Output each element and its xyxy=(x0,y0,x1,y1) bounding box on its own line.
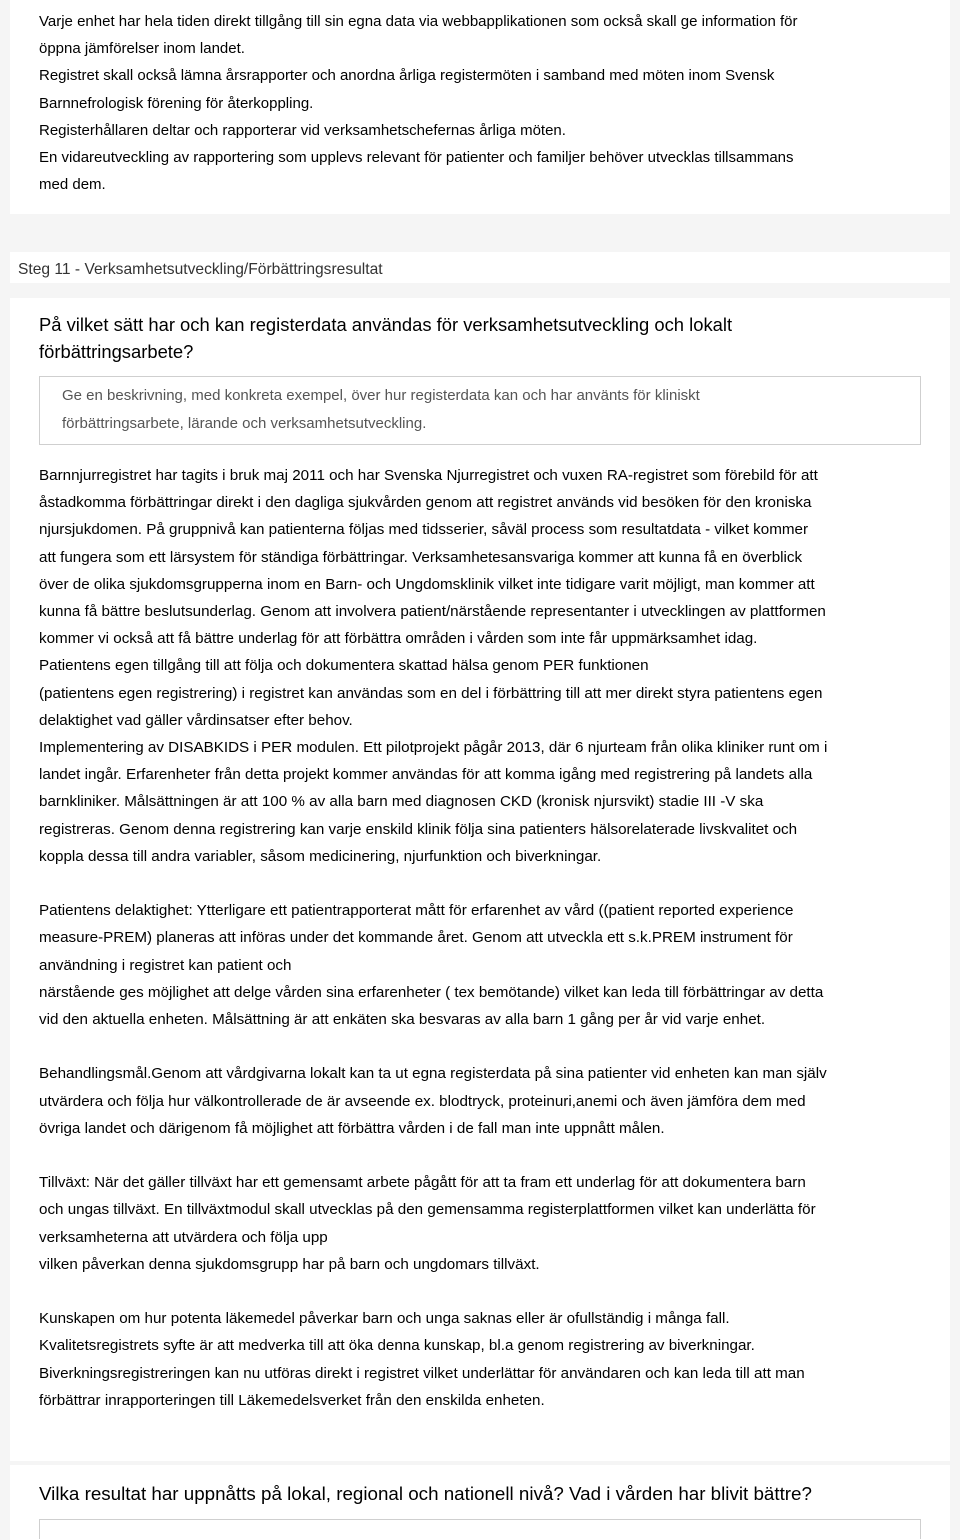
previous-answer-text: Varje enhet har hela tiden direkt tillgång till sin egna data via webbapplikationen som också skall ge information för öppna jämförelser inom landet. Registret skall också lämna årsrapporter och anordna årliga registermöten i samband med möten inom Svensk Barnnefrologisk förening för återkoppling. Registerhållaren deltar och rapporterar vid verksamhetschefernas årliga möten. En vidareutveckling av rapportering som upplevs relevant för patienter och familjer behöver utvecklas tillsammans med dem. xyxy=(39,13,798,194)
question-card xyxy=(10,298,950,1461)
hint-text: Ge en beskrivning, med konkreta exempel, över hur registerdata kan och har använts för kliniskt förbättringsarbete, lärande och verksamhetsutveckling. xyxy=(62,387,700,432)
previous-answer-card xyxy=(10,0,950,214)
next-hint-box xyxy=(39,1519,921,1539)
question-title: På vilket sätt har och kan registerdata användas för verksamhetsutveckling och lokalt förbättringsarbete? xyxy=(39,314,733,362)
answer-paragraph: Tillväxt: När det gäller tillväxt har ett gemensamt arbete pågått för att ta fram ett underlag för att dokumentera barn och ungas tillväxt. En tillväxtmodul skall utvecklas på den gemensamma registerplattformen vilket kan underlätta för verksamheterna att utvärdera och följa upp vilken påverkan denna sjukdomsgrupp har på barn och ungdomars tillväxt. xyxy=(39,1174,816,1273)
answer-paragraph: Behandlingsmål.Genom att vårdgivarna lokalt kan ta ut egna registerdata på sina patienter vid enheten kan man själv utvärdera och följa hur välkontrollerade de är avseende ex. blodtryck, proteinuri,anemi och även jämföra dem med övriga landet och därigenom få möjlighet att förbättra vården i de fall man inte uppnått målen. xyxy=(39,1065,827,1137)
hint-box xyxy=(39,376,921,445)
answer-paragraph: Barnnjurregistret har tagits i bruk maj 2011 och har Svenska Njurregistret och vuxen RA-registret som förebild för att åstadkomma förbättringar direkt i den dagliga sjukvården genom att registret används vid besöken för den kroniska njursjukdomen. På gruppnivå kan patienterna följas med tidsserier, såväl process som resultatdata - vilket kommer att fungera som ett lärsystem för ständiga förbättringar. Verksamhetesansvariga kommer att kunna få en överblick över de olika sjukdomsgrupperna inom en Barn- och Ungdomsklinik vilket inte tidigare varit möjligt, man kommer att kunna få bättre beslutsunderlag. Genom att involvera patient/närstående representanter i utvecklingen av plattformen kommer vi också att få bättre underlag för att förbättra områden i vården som inte får uppmärksamhet idag. Patientens egen tillgång till att följa och dokumentera skattad hälsa genom PER funktionen (patientens egen registrering) i registret kan användas som en del i förbättring till att mer direkt styra patientens egen delaktighet vad gäller vårdinsatser efter behov. Implementering av DISABKIDS i PER modulen. Ett pilotprojekt pågår 2013, där 6 njurteam från olika kliniker runt om i landet ingår. Erfarenheter från detta projekt kommer användas för att komma igång med registrering på landets alla barnkliniker. Målsättningen är att 100 % av alla barn med diagnosen CKD (kronisk njursvikt) stadie III -V ska registreras. Genom denna registrering kan varje enskild klinik följa sina patienters hälsorelaterade livskvalitet och koppla dessa till andra variabler, såsom medicinering, njurfunktion och biverkningar. xyxy=(39,467,828,865)
next-question-title: Vilka resultat har uppnåtts på lokal, regional och nationell nivå? Vad i vården har blivit bättre? xyxy=(39,1483,812,1504)
step-header xyxy=(10,252,950,283)
step-title: Steg 11 - Verksamhetsutveckling/Förbättringsresultat xyxy=(18,261,383,278)
answer-paragraph: Patientens delaktighet: Ytterligare ett patientrapporterat mått för erfarenhet av vård ((patient reported experience measure-PREM) planeras att införas under det kommande året. Genom att utveckla ett s.k.PREM instrument för användning i registret kan patient och närstående ges möjlighet att delge vården sina erfarenheter ( tex bemötande) vilket kan leda till förbättringar av detta vid den aktuella enheten. Målsättning är att enkäten ska besvaras av alla barn 1 gång per år vid varje enhet. xyxy=(39,902,824,1029)
next-question-card xyxy=(10,1465,950,1540)
answer-body xyxy=(39,462,950,1414)
answer-paragraph: Kunskapen om hur potenta läkemedel påverkar barn och unga saknas eller är ofullständig i många fall. Kvalitetsregistrets syfte är att medverka till att öka denna kunskap, bl.a genom registrering av biverkningar. Biverkningsregistreringen kan nu utföras direkt i registret vilket underlättar för användaren och kan leda till att man förbättrar inrapporteringen till Läkemedelsverket från den enskilda enheten. xyxy=(39,1310,805,1409)
